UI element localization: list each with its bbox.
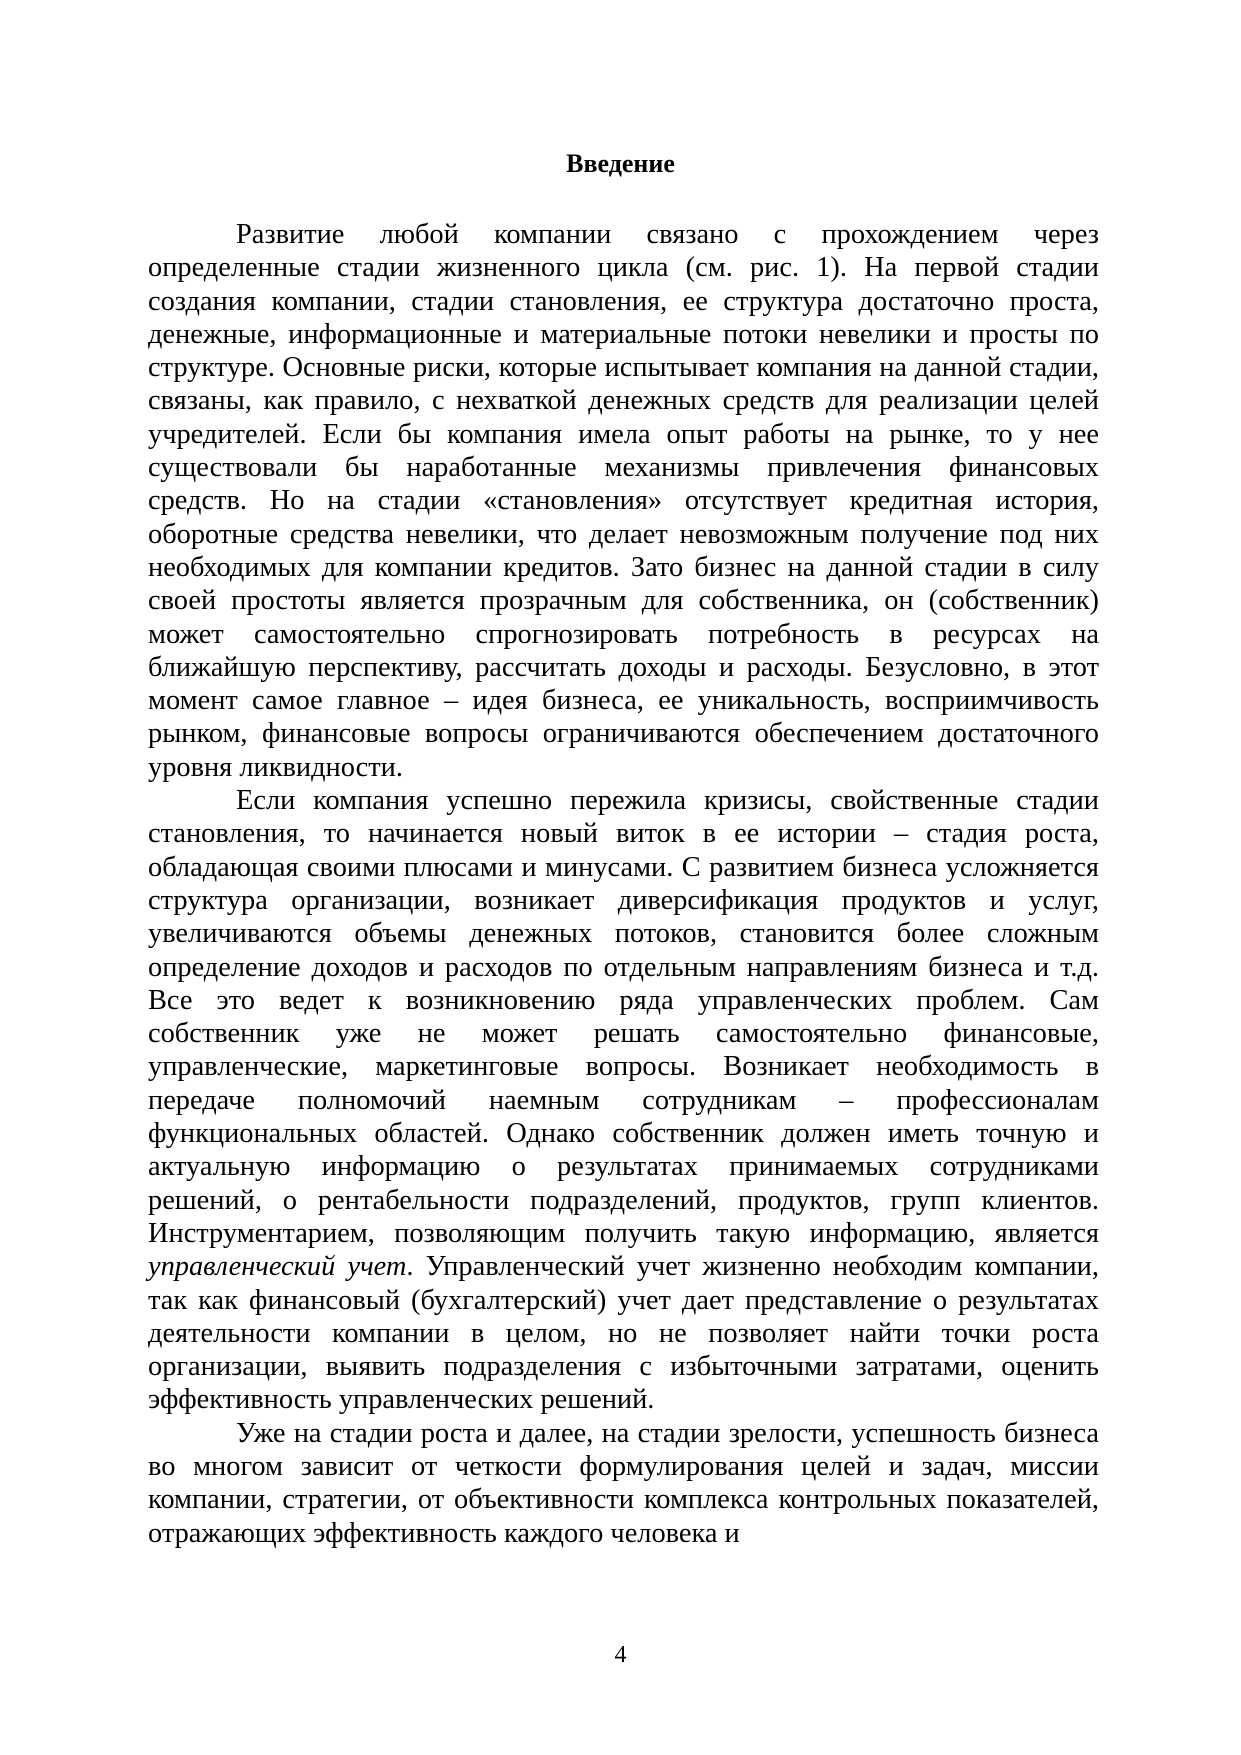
paragraph-2-text-end: . Управленческий учет жизненно необходим компании, так как финансовый (бухгалтерский) учет дает представление о результатах деятельности компании в целом, но не позволяет найти точки роста организации, выявить подразделения с избыточными затратами, оценить эффективность управленческих решений. (148, 1251, 1099, 1416)
page-title: Введение (566, 149, 675, 178)
body-text (148, 218, 1099, 1550)
paragraph-2-text-start: Если компания успешно пережила кризисы, свойственные стадии становления, то начинается новый виток в ее истории – стадия роста, обладающая своими плюсами и минусами. С развитием бизнеса усложняется структура организации, возникает диверсификация продуктов и услуг, увеличиваются объемы денежных потоков, становится более сложным определение доходов и расходов по отдельным направлениям бизнеса и т.д. Все это ведет к возникновению ряда управленческих проблем. Сам собственник уже не может решать самостоятельно финансовые, управленческие, маркетинговые вопросы. Возникает необходимость в передаче полномочий наемным сотрудникам – профессионалам функциональных областей. Однако собственник должен иметь точную и актуальную информацию о результатах принимаемых сотрудниками решений, о рентабельности подразделений, продуктов, групп клиентов. Инструментарием, позволяющим получить такую информацию, является (148, 785, 1099, 1249)
paragraph-3: Уже на стадии роста и далее, на стадии зрелости, успешность бизнеса во многом зависит от четкости формулирования целей и задач, миссии компании, стратегии, от объективности комплекса контрольных показателей, отражающих эффективность каждого человека и (148, 1417, 1099, 1549)
emphasis-term: управленческий учет (148, 1251, 407, 1283)
paragraph-2 (148, 784, 1099, 1417)
page-number: 4 (614, 1642, 627, 1668)
paragraph-1: Развитие любой компании связано с прохождением через определенные стадии жизненного цикла (см. рис. 1). На первой стадии создания компании, стадии становления, ее структура достаточно проста, денежные, информационные и материальные потоки невелики и просты по структуре. Основные риски, которые испытывает компания на данной стадии, связаны, как правило, с нехваткой денежных средств для реализации целей учредителей. Если бы компания имела опыт работы на рынке, то у нее существовали бы наработанные механизмы привлечения финансовых средств. Но на стадии «становления» отсутствует кредитная история, оборотные средства невелики, что делает невозможным получение под них необходимых для компании кредитов. Зато бизнес на данной стадии в силу своей простоты является прозрачным для собственника, он (собственник) может самостоятельно спрогнозировать потребность в ресурсах на ближайшую перспективу, рассчитать доходы и расходы. Безусловно, в этот момент самое главное – идея бизнеса, ее уникальность, восприимчивость рынком, финансовые вопросы ограничиваются обеспечением достаточного уровня ликвидности. (148, 219, 1099, 783)
